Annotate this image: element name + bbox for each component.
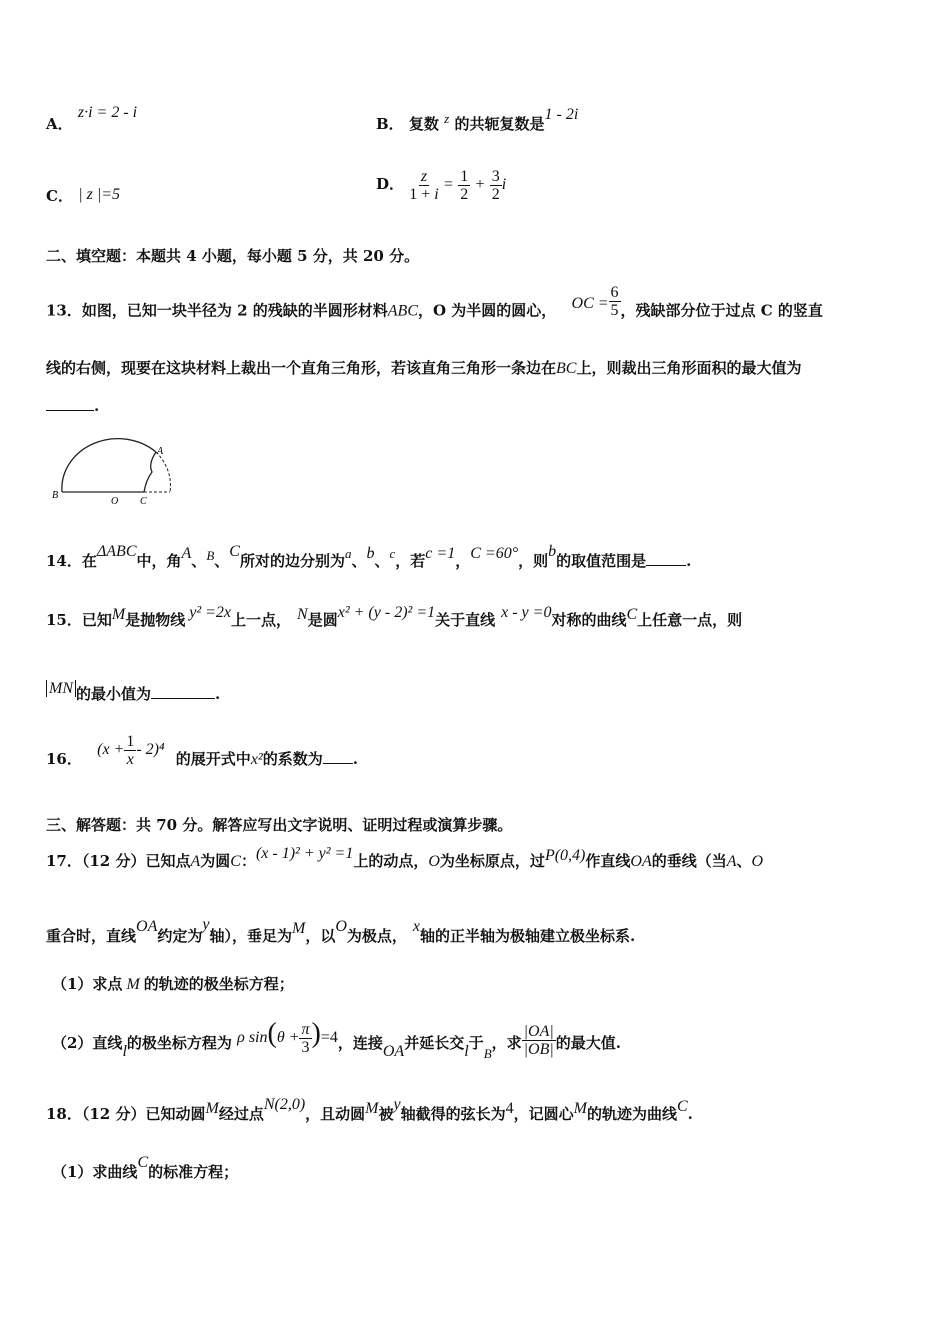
- q14-A: A: [181, 545, 192, 562]
- option-d: D． $\frac{z}{1 + i}$ = $\frac{1}{2}$ + $\frac{3}{2}$ i: [376, 167, 507, 203]
- q13-oc-den: 5: [610, 302, 619, 319]
- q17-p1-M: M: [126, 976, 140, 993]
- q15-period: .: [215, 685, 221, 703]
- q18-t4: 被: [378, 1105, 394, 1123]
- q15-circle: x² + (y - 2)² =1: [337, 604, 436, 621]
- figure-broken-edge: [144, 452, 156, 492]
- q17-p2-eq-l: ρ sin: [237, 1029, 268, 1046]
- q17-l2-x: x: [412, 918, 421, 935]
- q16-frac: [124, 733, 136, 768]
- q15-num: 15．: [46, 611, 82, 629]
- q15-t5: 关于直线: [435, 611, 496, 629]
- q17-C: C: [230, 853, 241, 870]
- q13-oc-frac: [609, 284, 621, 319]
- q13-oc-num: 6: [610, 284, 619, 301]
- q17-O2: O: [751, 853, 764, 870]
- option-b: [376, 106, 579, 135]
- q16-num: 16．: [46, 750, 82, 768]
- q15-t8: 的最小值为: [76, 685, 152, 703]
- q17-p2-a: （2）直线: [52, 1034, 123, 1052]
- q14-c: c: [389, 546, 396, 561]
- q14-B: B: [206, 548, 215, 563]
- q16-t1: 的展开式中: [175, 750, 251, 768]
- q18-p1-b: 的标准方程；: [148, 1163, 239, 1181]
- q13-answer-line: [46, 396, 99, 416]
- q18-t7: 的轨迹为曲线: [586, 1105, 677, 1123]
- q18-N: N(2,0): [263, 1096, 306, 1113]
- q13-line2-text: 线的右侧，现要在这块材料上裁出一个直角三角形，若该直角三角形一条边在: [46, 359, 557, 377]
- q13-abc: ABC: [387, 302, 418, 320]
- q15-N: N: [297, 606, 308, 623]
- q17-A2: A: [726, 853, 737, 870]
- figure-missing-arc: [156, 452, 170, 492]
- q17-p2-g: 的最大值.: [555, 1034, 622, 1052]
- q17-p2-OA: OA: [382, 1043, 405, 1060]
- q18-period: .: [687, 1105, 693, 1123]
- q15-mn: MN: [46, 680, 76, 697]
- q18-p1-a: （1）求曲线: [52, 1163, 138, 1181]
- q17-p2-l2: l: [464, 1043, 469, 1060]
- q17-l2-t3: 轴），垂足为: [209, 927, 292, 945]
- q15-t4: 是圆: [307, 611, 338, 629]
- q18-four: 4: [505, 1100, 514, 1117]
- q17-t4: 上的动点，: [353, 852, 429, 870]
- q17-p2-c: ，连接: [337, 1034, 383, 1052]
- option-a: [46, 104, 138, 135]
- q17-p2-e: 于: [468, 1034, 484, 1052]
- option-c-label: C．: [46, 187, 73, 205]
- q14-period: .: [686, 552, 692, 570]
- q18-t2: 经过点: [218, 1105, 264, 1123]
- q17-t6: 作直线: [585, 852, 631, 870]
- q16-expr-l: (x +: [97, 741, 125, 758]
- q13-line2: [46, 358, 801, 379]
- q17-P: P(0,4): [544, 847, 586, 864]
- q18-t3: ，且动圆: [305, 1105, 366, 1123]
- q17-A: A: [190, 853, 201, 870]
- q18-C: C: [677, 1098, 688, 1115]
- q18-line: [46, 1096, 693, 1125]
- q17-line1: [46, 845, 764, 872]
- option-b-z: z: [444, 111, 450, 126]
- q14-num: 14．: [46, 552, 82, 570]
- q17-p2-pi: π: [301, 1020, 310, 1038]
- q17-sep: 、: [736, 852, 752, 870]
- option-b-text: 复数: [408, 115, 439, 133]
- q17-circle: (x - 1)² + y² =1: [255, 845, 354, 862]
- q17-l2-OA: OA: [136, 918, 158, 935]
- section-2-title: 二、填空题：本题共 4 小题，每小题 5 分，共 20 分。: [46, 247, 420, 265]
- q13-answer-blank[interactable]: [46, 396, 94, 411]
- option-d-frac-z: $\frac{z}{1 + i}$: [409, 167, 439, 203]
- q16-period: .: [352, 750, 358, 768]
- q17-p2-B: B: [483, 1046, 492, 1061]
- q16-expr-r: - 2)⁴: [136, 741, 165, 758]
- q15-t6: 对称的曲线: [551, 611, 627, 629]
- option-b-label: B．: [376, 115, 404, 133]
- q17-num: 17．: [46, 852, 82, 870]
- q13-bc: BC: [556, 360, 577, 377]
- q17-l2-y: y: [202, 916, 210, 933]
- q17-l2-t5: 为极点，: [346, 927, 407, 945]
- q14-tri: ΔABC: [96, 543, 137, 560]
- option-a-label: A．: [46, 115, 73, 133]
- q16-expr: [97, 732, 165, 768]
- option-c: [46, 186, 120, 207]
- q18-t1: （12 分）已知动圆: [81, 1105, 206, 1123]
- q17-l2-t1: 重合时，直线: [46, 927, 137, 945]
- q17-p1-a: （1）求点: [52, 975, 123, 993]
- q17-l2-t6: 轴的正半轴为极轴建立极坐标系.: [420, 927, 636, 945]
- figure-arc: [62, 439, 156, 492]
- q14-C: C: [229, 543, 240, 560]
- q18-part1: [52, 1154, 239, 1183]
- q14-comma: ，: [455, 552, 471, 570]
- q17-O: O: [428, 853, 440, 870]
- q13-t1: 如图，已知一块半径为 2 的残缺的半圆形材料: [81, 301, 388, 320]
- q17-p2-ratio: [522, 1023, 556, 1058]
- q15-line2: [46, 680, 221, 705]
- q17-l2-M: M: [291, 920, 306, 937]
- q14-answer-blank[interactable]: [646, 551, 686, 566]
- q15-t2: 是抛物线: [125, 611, 186, 629]
- option-d-label: D．: [376, 175, 405, 193]
- option-b-text2: 的共轭复数是: [454, 115, 545, 133]
- q17-t7: 的垂线（当: [651, 852, 727, 870]
- q17-part2: [52, 1014, 621, 1070]
- q14-t5: ，则: [518, 552, 549, 570]
- q15-t3: 上一点，: [231, 611, 292, 629]
- section-3-title: 三、解答题：共 70 分。解答应写出文字说明、证明过程或演算步骤。: [46, 816, 513, 834]
- option-b-math: 1 - 2i: [544, 106, 579, 123]
- q15-parab: y² =2x: [189, 604, 232, 621]
- q16-answer-blank[interactable]: [323, 749, 353, 764]
- q17-t3: ：: [240, 852, 256, 870]
- q17-p1-b: 的轨迹的极坐标方程；: [143, 975, 294, 993]
- q14-cond1: c =1: [425, 545, 456, 562]
- q17-OA: OA: [630, 853, 652, 870]
- q13-t2: ，O 为半圆的圆心，: [417, 301, 557, 320]
- q16-f-num: 1: [126, 732, 135, 750]
- q16-f-den: x: [126, 750, 134, 768]
- q17-p2-pi-frac: [299, 1021, 311, 1056]
- q14-bb: b: [548, 543, 557, 560]
- q17-part1: [52, 974, 294, 995]
- q18-t6: ，记圆心: [513, 1105, 574, 1123]
- option-d-frac-half: $\frac{1}{2}$: [460, 167, 469, 203]
- q17-p2-fn: |OA|: [523, 1022, 554, 1040]
- q18-M3: M: [573, 1100, 587, 1117]
- figure-label-c: C: [140, 496, 147, 507]
- q14-t6: 的取值范围是: [556, 552, 647, 570]
- q17-p2-eq-r: =4: [320, 1029, 338, 1046]
- q18-y: y: [393, 1096, 401, 1113]
- q14-sep4: 、: [374, 552, 390, 570]
- q17-p2-equation: ρ sin(θ + $\frac{\pi}{3}$ )=4: [237, 1018, 338, 1056]
- q15-line: x - y =0: [501, 604, 552, 621]
- option-a-math: z·i = 2 - i: [77, 104, 138, 121]
- q18-t5: 轴截得的弦长为: [400, 1105, 506, 1123]
- q16-line: [46, 734, 358, 785]
- q15-answer-blank[interactable]: [151, 684, 215, 699]
- q17-p2-theta: θ +: [276, 1029, 300, 1046]
- q13-line1: [46, 284, 823, 329]
- q18-M2: M: [365, 1100, 379, 1117]
- q14-cond2: C =60°: [470, 545, 519, 562]
- q17-t2: 为圆: [200, 852, 231, 870]
- q14-t3: 所对的边分别为: [239, 552, 345, 570]
- q15-line1: [46, 604, 743, 631]
- q16-x2: x²: [250, 751, 263, 768]
- q14-sep1: 、: [191, 552, 207, 570]
- q17-p2-f: ，求: [491, 1034, 522, 1052]
- figure-label-b: B: [52, 490, 59, 501]
- figure-label-o: O: [111, 496, 119, 507]
- q17-p2-fd: |OB|: [523, 1040, 554, 1058]
- q17-line2: [46, 916, 636, 947]
- q13-t3: ，残缺部分位于过点 C 的竖直: [620, 301, 823, 320]
- q14-b: b: [366, 545, 375, 562]
- q17-p2-b: 的极坐标方程为: [126, 1034, 232, 1052]
- q14-line: [46, 543, 692, 572]
- q15-t7: 上任意一点，则: [637, 611, 743, 629]
- q15-M: M: [111, 606, 126, 623]
- q15-t1: 已知: [81, 611, 112, 629]
- q17-p2-d: 并延长交: [404, 1034, 465, 1052]
- q17-p2-3: 3: [301, 1038, 310, 1056]
- q16-t2: 的系数为: [262, 750, 323, 768]
- option-d-frac-three: $\frac{3}{2}$: [491, 167, 500, 203]
- q15-C: C: [626, 606, 638, 623]
- q13-num: 13．: [46, 301, 82, 320]
- figure-label-a: A: [157, 446, 164, 457]
- q17-l2-t2: 约定为: [157, 927, 203, 945]
- q18-M: M: [205, 1100, 219, 1117]
- q14-t2: 中，角: [136, 552, 182, 570]
- q13-period: .: [94, 397, 100, 415]
- q17-l2-O: O: [335, 918, 347, 935]
- q14-sep3: 、: [351, 552, 367, 570]
- q18-num: 18．: [46, 1105, 82, 1123]
- q17-l2-t4: ，以: [305, 927, 336, 945]
- q17-t5: 为坐标原点，过: [439, 852, 545, 870]
- semicircle-figure: [48, 436, 178, 508]
- q14-t1: 在: [81, 552, 97, 570]
- option-c-math: | z |=5: [78, 186, 121, 203]
- q14-a: a: [344, 546, 352, 561]
- q17-t1: （12 分）已知点: [81, 852, 191, 870]
- q14-sep2: 、: [214, 552, 230, 570]
- q13-line2b: 上，则裁出三角形面积的最大值为: [576, 359, 802, 377]
- q18-p1-C: C: [137, 1154, 149, 1171]
- q13-oc: OC =: [571, 294, 609, 312]
- q14-t4: ，若: [395, 552, 426, 570]
- q17-p2-l: l: [122, 1043, 127, 1060]
